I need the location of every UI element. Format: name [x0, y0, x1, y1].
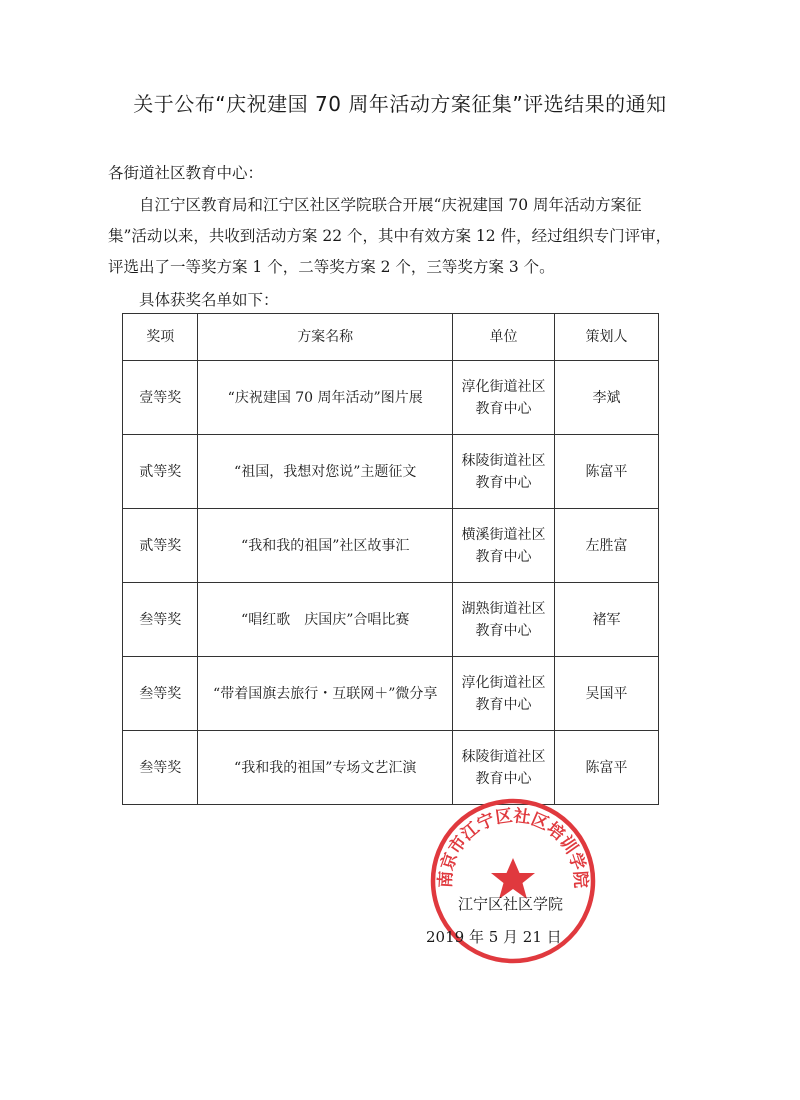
planner-cell: 李斌 [555, 361, 659, 435]
salutation: 各街道社区教育中心： [108, 164, 264, 182]
table-row [123, 731, 659, 805]
unit-line: 横溪街道社区 [461, 526, 546, 543]
body-paragraph-line: 集”活动以来，共收到活动方案 22 个，其中有效方案 12 件，经过组织专门评审， [108, 227, 672, 245]
header-plan-name: 方案名称 [198, 314, 453, 361]
plan-name-cell: “带着国旗去旅行・互联网＋”微分享 [198, 657, 453, 731]
unit-cell [452, 731, 554, 805]
table-row [123, 509, 659, 583]
unit-cell [452, 509, 554, 583]
unit-line: 秣陵街道社区 [461, 748, 546, 765]
unit-line: 淳化街道社区 [461, 378, 546, 395]
notice-title: 关于公布“庆祝建国 70 周年活动方案征集”评选结果的通知 [133, 92, 667, 116]
table-row [123, 657, 659, 731]
award-cell: 贰等奖 [123, 509, 198, 583]
unit-line: 淳化街道社区 [461, 674, 546, 691]
plan-name-cell: “祖国，我想对您说”主题征文 [198, 435, 453, 509]
unit-line: 秣陵街道社区 [461, 452, 546, 469]
unit-line: 教育中心 [475, 770, 532, 787]
signer-organization: 江宁区社区学院 [458, 895, 564, 913]
table-row [123, 435, 659, 509]
body-paragraph-line: 评选出了一等奖方案 1 个，二等奖方案 2 个，三等奖方案 3 个。 [108, 258, 555, 276]
issue-date: 2019 年 5 月 21 日 [426, 928, 562, 946]
unit-cell [452, 583, 554, 657]
header-unit: 单位 [452, 314, 554, 361]
planner-cell: 左胜富 [555, 509, 659, 583]
planner-cell: 褚军 [555, 583, 659, 657]
planner-cell: 吴国平 [555, 657, 659, 731]
plan-name-cell: “我和我的祖国”社区故事汇 [198, 509, 453, 583]
unit-cell [452, 361, 554, 435]
table-header-row [123, 314, 659, 361]
unit-line: 教育中心 [475, 400, 532, 417]
unit-line: 教育中心 [475, 622, 532, 639]
award-cell: 叁等奖 [123, 657, 198, 731]
header-award: 奖项 [123, 314, 198, 361]
plan-name-cell: “庆祝建国 70 周年活动”图片展 [198, 361, 453, 435]
unit-cell [452, 435, 554, 509]
seal-text: 南京市江宁区社区培训学院 [435, 806, 591, 889]
header-planner: 策划人 [555, 314, 659, 361]
award-cell: 叁等奖 [123, 583, 198, 657]
unit-line: 湖熟街道社区 [461, 600, 546, 617]
awards-table [122, 313, 659, 805]
planner-cell: 陈富平 [555, 731, 659, 805]
award-cell: 叁等奖 [123, 731, 198, 805]
unit-line: 教育中心 [475, 474, 532, 491]
list-intro: 具体获奖名单如下： [139, 291, 279, 309]
award-cell: 贰等奖 [123, 435, 198, 509]
plan-name-cell: “我和我的祖国”专场文艺汇演 [198, 731, 453, 805]
table-row [123, 361, 659, 435]
table-row [123, 583, 659, 657]
plan-name-cell: “唱红歌 庆国庆”合唱比赛 [198, 583, 453, 657]
planner-cell: 陈富平 [555, 435, 659, 509]
award-cell: 壹等奖 [123, 361, 198, 435]
unit-line: 教育中心 [475, 696, 532, 713]
unit-line: 教育中心 [475, 548, 532, 565]
body-paragraph-line: 自江宁区教育局和江宁区社区学院联合开展“庆祝建国 70 周年活动方案征 [139, 196, 642, 214]
unit-cell [452, 657, 554, 731]
